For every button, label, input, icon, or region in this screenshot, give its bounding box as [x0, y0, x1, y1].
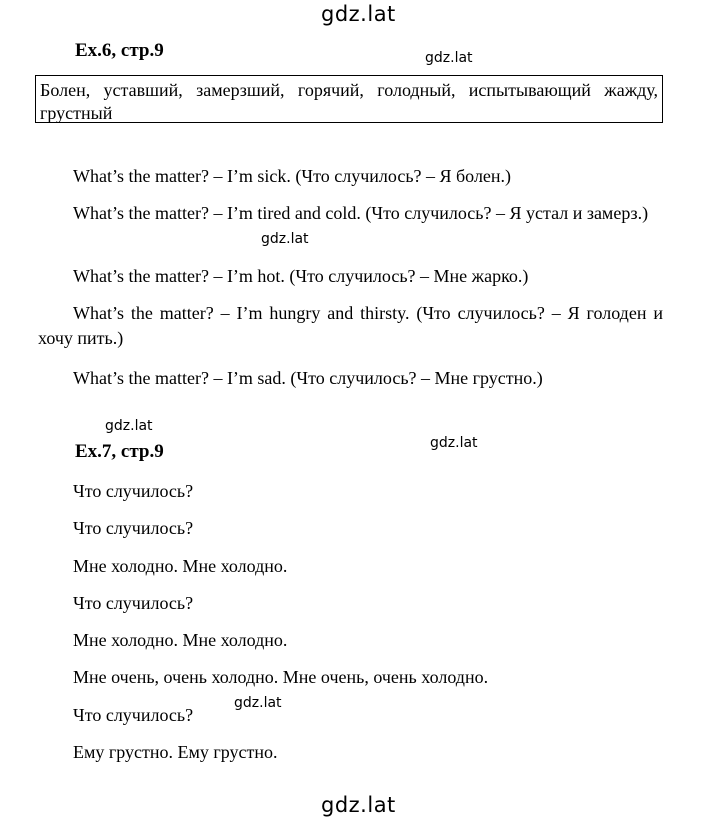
ex7-line-8: Ему грустно. Ему грустно. [73, 742, 278, 762]
ex7-line-3: Мне холодно. Мне холодно. [73, 556, 288, 576]
ex7-line-2: Что случилось? [73, 518, 194, 538]
watermark-ex7-inline: gdz.lat [234, 695, 282, 711]
watermark-ex7-right: gdz.lat [430, 435, 478, 451]
watermark-ex6-mid: gdz.lat [261, 231, 309, 247]
ex7-line-5: Мне холодно. Мне холодно. [73, 630, 288, 650]
ex6-line-1: What’s the matter? – I’m sick. (Что случилось? – Я болен.) [73, 166, 512, 186]
ex7-line-1: Что случилось? [73, 481, 194, 501]
ex6-line-3: What’s the matter? – I’m hot. (Что случилось? – Мне жарко.) [73, 266, 529, 286]
watermark-bottom: gdz.lat [321, 793, 396, 817]
ex6-line-5: What’s the matter? – I’m sad. (Что случилось? – Мне грустно.) [73, 368, 543, 388]
ex7-line-6: Мне очень, очень холодно. Мне очень, очень холодно. [73, 667, 489, 687]
ex6-line-4: What’s the matter? – I’m hungry and thirsty. (Что случилось? – Я голоден и хочу пить.) [38, 303, 663, 348]
ex7-line-4: Что случилось? [73, 593, 194, 613]
ex7-heading: Ex.7, стр.9 [75, 441, 164, 462]
ex7-line-7: Что случилось? [73, 705, 194, 725]
ex6-vocabulary-box: Болен, уставший, замерзший, горячий, голодный, испытывающий жажду, грустный [35, 75, 663, 123]
ex6-heading: Ex.6, стр.9 [75, 40, 164, 61]
watermark-ex6-header: gdz.lat [425, 50, 473, 66]
watermark-top: gdz.lat [321, 2, 396, 26]
watermark-ex7-left: gdz.lat [105, 418, 153, 434]
ex6-line-2: What’s the matter? – I’m tired and cold. (Что случилось? – Я устал и замерз.) [73, 203, 649, 223]
